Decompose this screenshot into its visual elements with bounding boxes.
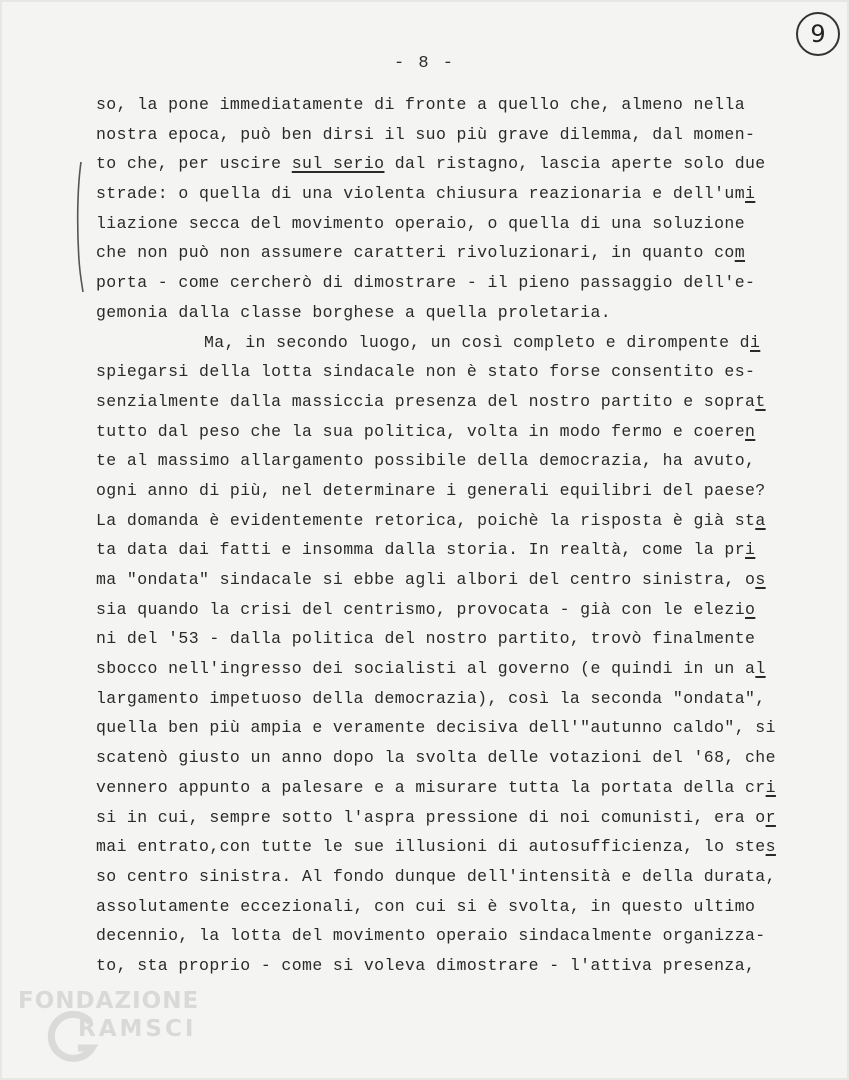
paragraph-start-line: Ma, in secondo luogo, un così completo e dirompente di	[204, 332, 761, 352]
underlined-text: m	[734, 243, 746, 263]
underlined-text: i	[750, 332, 761, 352]
page-number: - 8 -	[393, 54, 455, 73]
underlined-text: a	[755, 510, 766, 530]
underlined-text: t	[755, 391, 766, 411]
text-line: spiegarsi della lotta sindacale non è stato forse consentito es-	[96, 362, 756, 382]
text-line: largamento impetuoso della democrazia), così la seconda "ondata",	[96, 688, 766, 708]
text-line: porta - come cercherò di dimostrare - il pieno passaggio dell'e-	[96, 273, 756, 293]
text-line: gemonia dalla classe borghese a quella proletaria.	[96, 302, 612, 322]
watermark-line-1: FONDAZIONE	[18, 988, 200, 1014]
text-line: ni del '53 - dalla politica del nostro partito, trovò finalmente	[96, 629, 756, 649]
text-line: tutto dal peso che la sua politica, volta in modo fermo e coeren	[96, 421, 756, 441]
text-line: ogni anno di più, nel determinare i generali equilibri del paese?	[96, 480, 766, 500]
underlined-text: o	[745, 599, 756, 619]
text-line: ta data dai fatti e insomma dalla storia. In realtà, come la pri	[96, 540, 756, 560]
underlined-text: l	[755, 659, 766, 679]
archive-stamp-number: 9	[796, 12, 840, 56]
text-line: liazione secca del movimento operaio, o quella di una soluzione	[96, 213, 746, 233]
text-line: nostra epoca, può ben dirsi il suo più grave dilemma, dal momen-	[96, 124, 756, 144]
text-line: so, la pone immediatamente di fronte a quello che, almeno nella	[96, 95, 746, 114]
typed-body-text	[96, 90, 776, 981]
text-line: te al massimo allargamento possibile della democrazia, ha avuto,	[96, 451, 756, 471]
handwritten-margin-bracket	[73, 160, 85, 294]
text-line: si in cui, sempre sotto l'aspra pressione di noi comunisti, era or	[96, 807, 776, 827]
text-line: che non può non assumere caratteri rivoluzionari, in quanto com	[96, 243, 746, 263]
underlined-text: i	[745, 540, 756, 560]
text-line: so centro sinistra. Al fondo dunque dell'intensità e della durata,	[96, 866, 776, 886]
text-line: to che, per uscire sul serio dal ristagno, lascia aperte solo due	[96, 154, 766, 174]
underlined-text: s	[765, 837, 776, 857]
text-line: mai entrato,con tutte le sue illusioni di autosufficienza, lo stes	[96, 837, 776, 857]
text-line: La domanda è evidentemente retorica, poichè la risposta è già sta	[96, 510, 766, 530]
text-line: scatenò giusto un anno dopo la svolta delle votazioni del '68, che	[96, 748, 776, 768]
fondazione-gramsci-watermark	[18, 988, 218, 1068]
text-line: sia quando la crisi del centrismo, provocata - già con le elezio	[96, 599, 756, 619]
text-line: vennero appunto a palesare e a misurare tutta la portata della cri	[96, 777, 776, 797]
text-line: decennio, la lotta del movimento operaio sindacalmente organizza-	[96, 926, 766, 946]
text-line: sbocco nell'ingresso dei socialisti al governo (e quindi in un al	[96, 659, 766, 679]
underlined-text: i	[765, 777, 776, 797]
text-line: to, sta proprio - come si voleva dimostrare - l'attiva presenza,	[96, 955, 756, 975]
text-line: strade: o quella di una violenta chiusura reazionaria e dell'umi	[96, 184, 756, 204]
underlined-text: n	[745, 421, 756, 441]
text-line: quella ben più ampia e veramente decisiva dell'"autunno caldo", si	[96, 718, 776, 738]
watermark-line-2: RAMSCI	[78, 1016, 197, 1042]
underlined-text: sul serio	[291, 154, 385, 174]
text-line: ma "ondata" sindacale si ebbe agli albori del centro sinistra, os	[96, 570, 766, 589]
text-line: senzialmente dalla massiccia presenza del nostro partito e soprat	[96, 391, 766, 411]
underlined-text: r	[765, 807, 776, 827]
underlined-text: i	[745, 184, 756, 204]
text-line: assolutamente eccezionali, con cui si è svolta, in questo ultimo	[96, 896, 756, 916]
underlined-text: s	[755, 570, 766, 589]
